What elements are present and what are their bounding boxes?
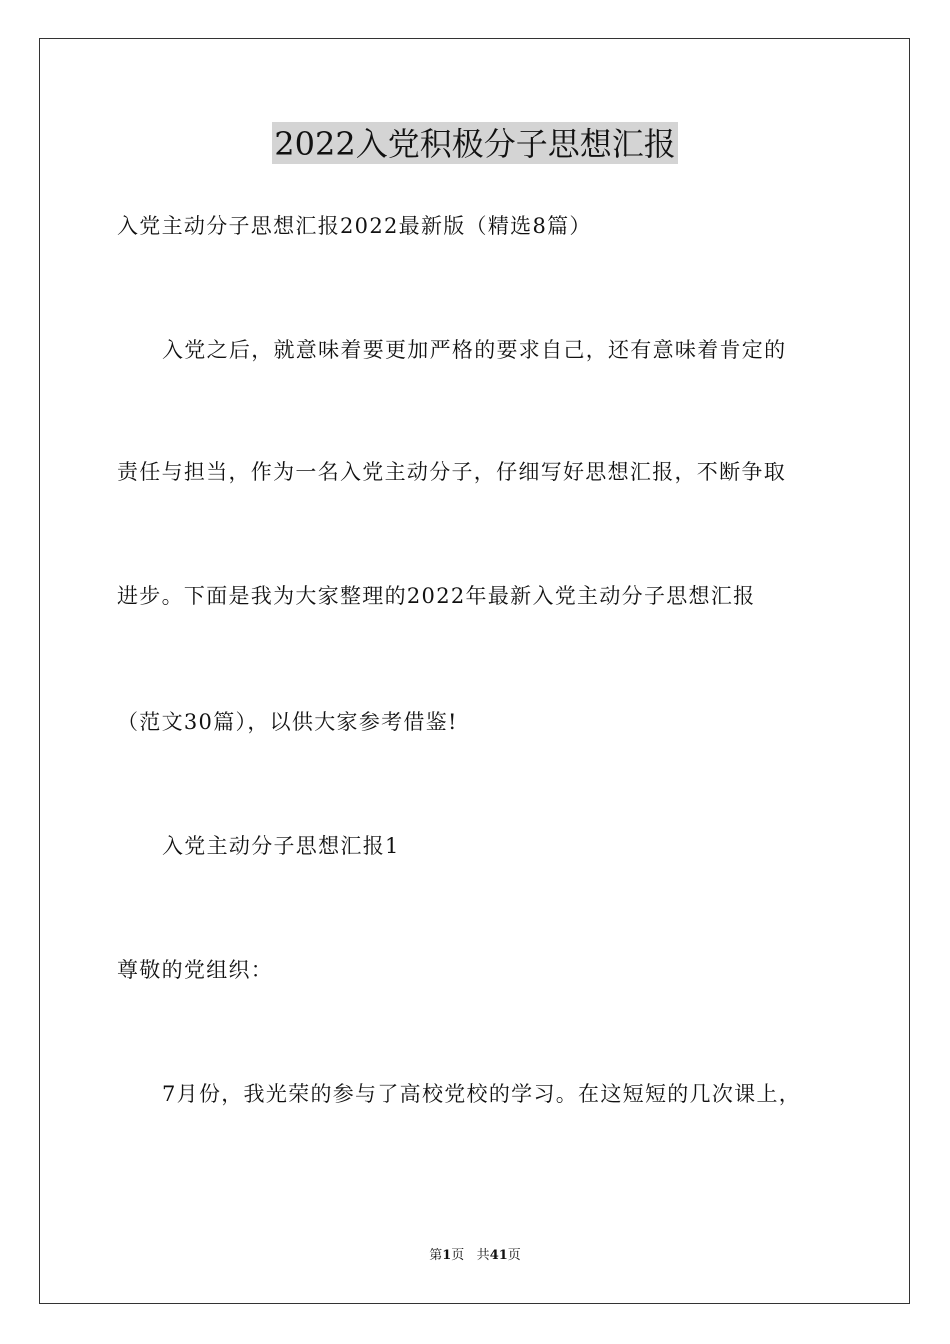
document-title	[0, 122, 950, 164]
document-title-text: 2022入党积极分子思想汇报	[272, 122, 677, 164]
page-suffix: 页	[451, 1248, 465, 1263]
page-number: 1	[442, 1248, 452, 1263]
page-prefix: 第	[429, 1248, 443, 1263]
salutation: 尊敬的党组织：	[117, 958, 274, 982]
total-prefix: 共	[476, 1248, 490, 1263]
total-suffix: 页	[507, 1248, 521, 1263]
paragraph-line: （范文30篇），以供大家参考借鉴!	[117, 710, 458, 734]
paragraph-line: 进步。下面是我为大家整理的2022年最新入党主动分子思想汇报	[117, 584, 756, 608]
total-pages: 41	[489, 1248, 508, 1263]
document-subtitle: 入党主动分子思想汇报2022最新版（精选8篇）	[117, 214, 592, 238]
paragraph-line: 责任与担当，作为一名入党主动分子，仔细写好思想汇报，不断争取	[117, 460, 786, 484]
section-heading: 入党主动分子思想汇报1	[162, 834, 400, 858]
page-footer	[0, 1248, 950, 1264]
paragraph-line: 7月份，我光荣的参与了高校党校的学习。在这短短的几次课上，	[162, 1082, 802, 1106]
paragraph-line: 入党之后，就意味着要更加严格的要求自己，还有意味着肯定的	[162, 338, 787, 362]
